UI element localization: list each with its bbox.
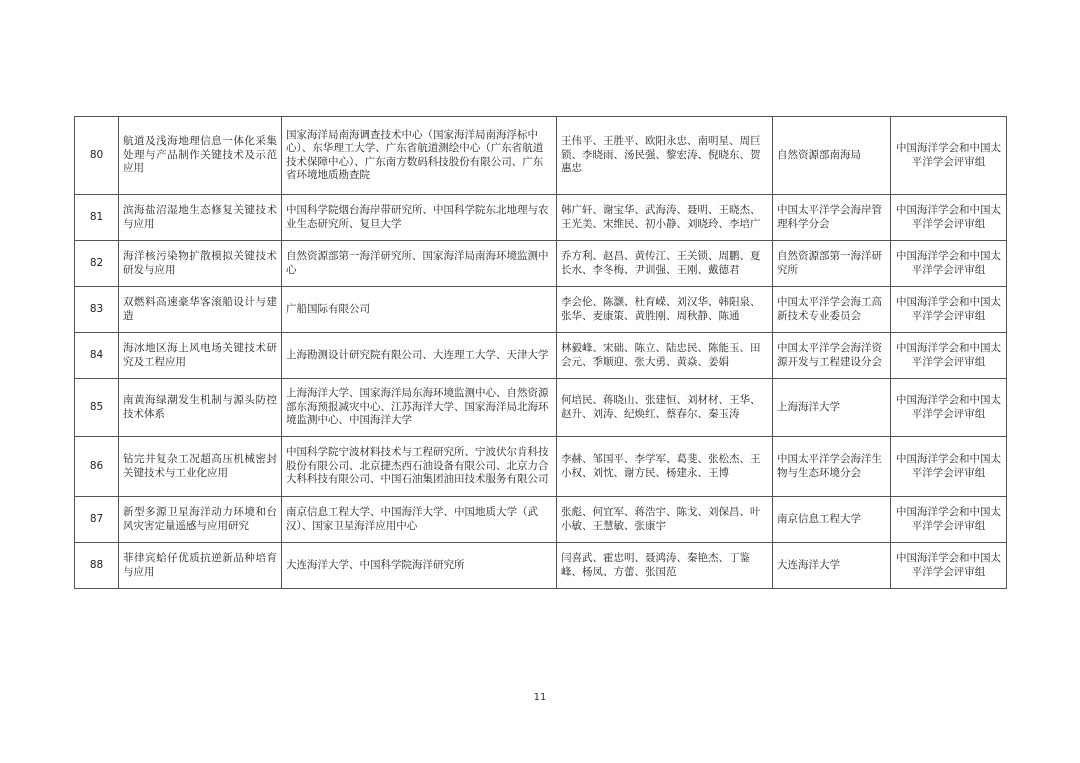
awards-table bbox=[74, 116, 1007, 589]
completing-units: 国家海洋局南海调查技术中心（国家海洋局南海浮标中心）、东华理工大学、广东省航道测绘中心（广东省航道技术保障中心）、广东南方数码科技股份有限公司、广东省环境地质勘查院 bbox=[282, 117, 557, 195]
nominator: 中国太平洋学会海洋生物与生态环境分会 bbox=[773, 437, 891, 497]
completing-people: 林毅峰、宋础、陈立、陆忠民、陈能玉、田会元、季顺迎、张大勇、黄焱、姜娟 bbox=[557, 333, 773, 379]
table-row bbox=[75, 497, 1007, 543]
table-body bbox=[75, 117, 1007, 589]
table-row bbox=[75, 195, 1007, 241]
project-name: 新型多源卫星海洋动力环境和台风灾害定量遥感与应用研究 bbox=[119, 497, 282, 543]
completing-units: 上海勘测设计研究院有限公司、大连理工大学、天津大学 bbox=[282, 333, 557, 379]
project-name: 海冰地区海上风电场关键技术研究及工程应用 bbox=[119, 333, 282, 379]
review-group: 中国海洋学会和中国太平洋学会评审组 bbox=[891, 497, 1007, 543]
table-row bbox=[75, 379, 1007, 437]
nominator: 自然资源部南海局 bbox=[773, 117, 891, 195]
review-group: 中国海洋学会和中国太平洋学会评审组 bbox=[891, 195, 1007, 241]
project-name: 海洋核污染物扩散模拟关键技术研发与应用 bbox=[119, 241, 282, 287]
completing-units: 广船国际有限公司 bbox=[282, 287, 557, 333]
completing-units: 中国科学院烟台海岸带研究所、中国科学院东北地理与农业生态研究所、复旦大学 bbox=[282, 195, 557, 241]
table-row bbox=[75, 241, 1007, 287]
review-group: 中国海洋学会和中国太平洋学会评审组 bbox=[891, 379, 1007, 437]
completing-units: 上海海洋大学、国家海洋局东海环境监测中心、自然资源部东海预报减灾中心、江苏海洋大学、国家海洋局北海环境监测中心、中国海洋大学 bbox=[282, 379, 557, 437]
project-name: 滨海盐沼湿地生态修复关键技术与应用 bbox=[119, 195, 282, 241]
project-name: 双燃料高速豪华客滚船设计与建造 bbox=[119, 287, 282, 333]
completing-units: 大连海洋大学、中国科学院海洋研究所 bbox=[282, 543, 557, 589]
completing-people: 何培民、蒋晓山、张建恒、刘材材、王华、赵升、刘涛、纪焕红、蔡春尔、秦玉涛 bbox=[557, 379, 773, 437]
project-name: 钻完井复杂工况超高压机械密封关键技术与工业化应用 bbox=[119, 437, 282, 497]
completing-units: 南京信息工程大学、中国海洋大学、中国地质大学（武汉）、国家卫星海洋应用中心 bbox=[282, 497, 557, 543]
review-group: 中国海洋学会和中国太平洋学会评审组 bbox=[891, 241, 1007, 287]
project-name: 菲律宾蛤仔优质抗逆新品种培育与应用 bbox=[119, 543, 282, 589]
completing-people: 韩广轩、谢宝华、武海涛、聂明、王晓杰、王光美、宋维民、初小静、刘晓玲、李培广 bbox=[557, 195, 773, 241]
completing-units: 中国科学院宁波材料技术与工程研究所、宁波伏尔肯科技股份有限公司、北京捷杰西石油设备有限公司、北京力合大科科技有限公司、中国石油集团油田技术服务有限公司 bbox=[282, 437, 557, 497]
nominator: 大连海洋大学 bbox=[773, 543, 891, 589]
completing-people: 张彪、何宜军、蒋浩宇、陈戈、刘保昌、叶小敏、王慧敏、张康宇 bbox=[557, 497, 773, 543]
project-name: 南黄海绿潮发生机制与源头防控技术体系 bbox=[119, 379, 282, 437]
completing-people: 乔方利、赵昌、黄传江、王关锁、周鹏、夏长水、李冬梅、尹训强、王刚、戴德君 bbox=[557, 241, 773, 287]
completing-units: 自然资源部第一海洋研究所、国家海洋局南海环境监测中心 bbox=[282, 241, 557, 287]
completing-people: 李会伦、陈灏、杜育嵘、刘汉华、韩阳泉、张华、麦康策、黄胜刚、周秋静、陈通 bbox=[557, 287, 773, 333]
review-group: 中国海洋学会和中国太平洋学会评审组 bbox=[891, 543, 1007, 589]
table-row bbox=[75, 333, 1007, 379]
row-number: 82 bbox=[75, 241, 119, 287]
nominator: 南京信息工程大学 bbox=[773, 497, 891, 543]
completing-people: 王伟平、王胜平、欧阳永忠、南明星、周巨锁、李晓雨、汤民强、黎宏涛、倪晓东、贺惠忠 bbox=[557, 117, 773, 195]
completing-people: 闫喜武、霍忠明、聂鸿涛、秦艳杰、丁鉴峰、杨凤、方蕾、张国范 bbox=[557, 543, 773, 589]
nominator: 中国太平洋学会海洋资源开发与工程建设分会 bbox=[773, 333, 891, 379]
table-row bbox=[75, 287, 1007, 333]
review-group: 中国海洋学会和中国太平洋学会评审组 bbox=[891, 333, 1007, 379]
table-row bbox=[75, 117, 1007, 195]
table-row bbox=[75, 437, 1007, 497]
nominator: 中国太平洋学会海岸管理科学分会 bbox=[773, 195, 891, 241]
row-number: 86 bbox=[75, 437, 119, 497]
row-number: 83 bbox=[75, 287, 119, 333]
row-number: 80 bbox=[75, 117, 119, 195]
row-number: 87 bbox=[75, 497, 119, 543]
review-group: 中国海洋学会和中国太平洋学会评审组 bbox=[891, 287, 1007, 333]
row-number: 81 bbox=[75, 195, 119, 241]
nominator: 中国太平洋学会海工高新技术专业委员会 bbox=[773, 287, 891, 333]
completing-people: 李赫、邹国平、李学军、葛斐、张松杰、王小权、刘忱、谢方民、杨建永、王博 bbox=[557, 437, 773, 497]
review-group: 中国海洋学会和中国太平洋学会评审组 bbox=[891, 437, 1007, 497]
nominator: 自然资源部第一海洋研究所 bbox=[773, 241, 891, 287]
review-group: 中国海洋学会和中国太平洋学会评审组 bbox=[891, 117, 1007, 195]
row-number: 84 bbox=[75, 333, 119, 379]
row-number: 88 bbox=[75, 543, 119, 589]
table-row bbox=[75, 543, 1007, 589]
page-number: 11 bbox=[533, 692, 547, 703]
row-number: 85 bbox=[75, 379, 119, 437]
project-name: 航道及浅海地理信息一体化采集处理与产品制作关键技术及示范应用 bbox=[119, 117, 282, 195]
nominator: 上海海洋大学 bbox=[773, 379, 891, 437]
